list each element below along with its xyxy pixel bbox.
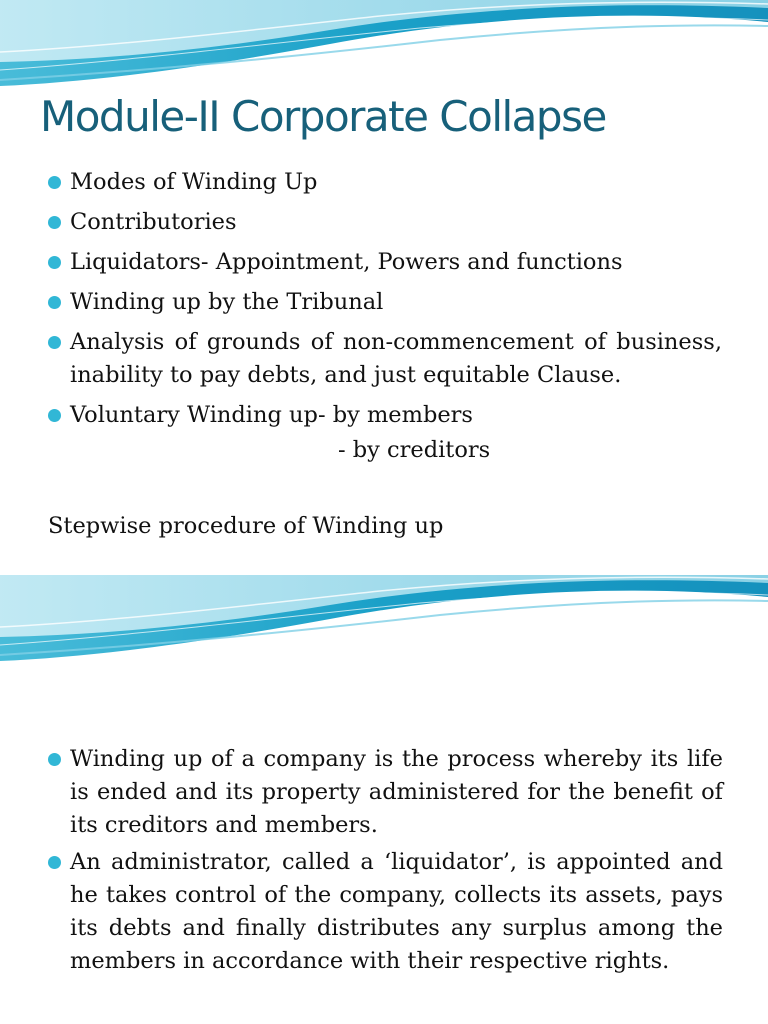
bullet-dot-icon [48,409,61,422]
list-item: Contributories [48,206,722,239]
bullet-dot-icon [48,856,61,869]
stepwise-procedure-line: Stepwise procedure of Winding up [48,513,444,539]
topic-list [48,166,722,468]
bullet-dot-icon [48,216,61,229]
bullet-dot-icon [48,176,61,189]
bullet-dot-icon [48,296,61,309]
list-item: Analysis of grounds of non-commencement of business, inability to pay debts, and just equitable Clause. [48,326,722,392]
definition-list [48,743,723,982]
header-wave-decoration [0,575,768,675]
header-wave-decoration [0,0,768,100]
list-item: An administrator, called a ‘liquidator’, is appointed and he takes control of the company, collects its assets, pays its debts and finally distributes any surplus among the members in accordance with their respective rights. [48,846,723,978]
slide-title: Module-II Corporate Collapse [40,92,606,141]
creditors-subline: - by creditors [338,437,491,464]
bullet-dot-icon [48,753,61,766]
list-item: Winding up of a company is the process whereby its life is ended and its property administered for the benefit of its creditors and members. [48,743,723,842]
list-item: Liquidators- Appointment, Powers and functions [48,246,722,279]
list-item: Voluntary Winding up- by members [48,399,722,432]
slide-2 [0,575,768,1024]
list-item: Modes of Winding Up [48,166,722,199]
bullet-dot-icon [48,336,61,349]
bullet-dot-icon [48,256,61,269]
list-item: Winding up by the Tribunal [48,286,722,319]
